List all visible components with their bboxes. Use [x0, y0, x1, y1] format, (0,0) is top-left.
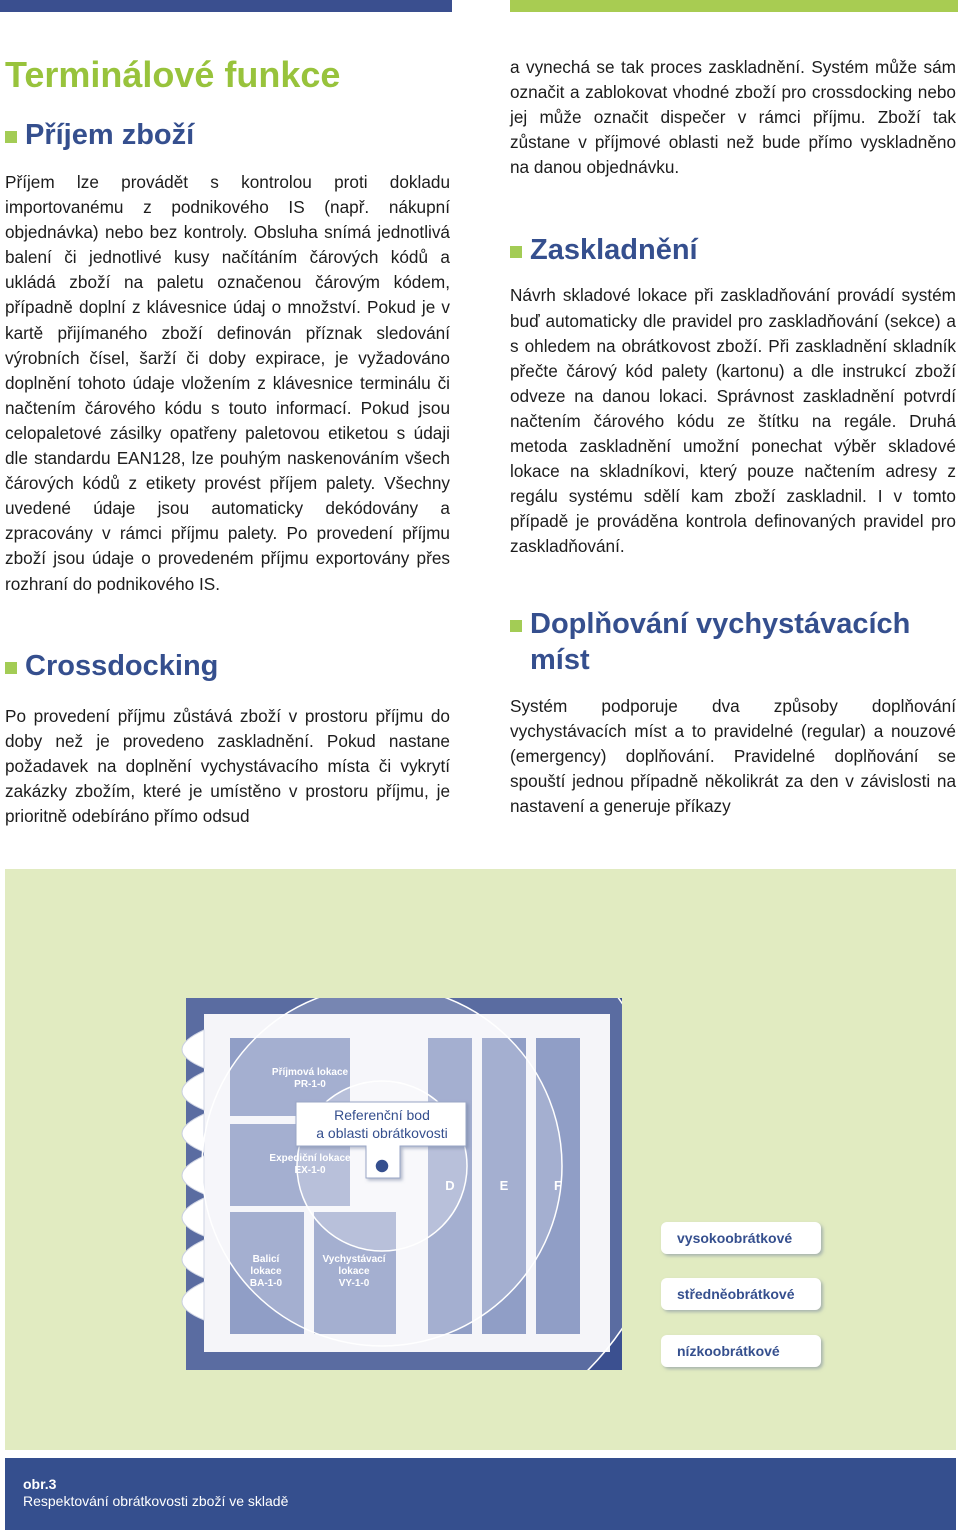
label-prijmova-2: PR-1-0 — [294, 1079, 326, 1090]
page-title: Terminálové funkce — [5, 54, 341, 95]
label-rack-f: F — [554, 1178, 562, 1193]
body-crossdocking-right: a vynechá se tak proces zaskladnění. Systém může sám označit a zablokovat vhodné zboží pro crossdocking nebo jej může označit dispečer v rámci příjmu. Zboží tak zůstane v příjmové oblasti než bude přímo vyskladněno na danou objednávku. — [510, 57, 956, 178]
label-vychystavaci-3: VY-1-0 — [338, 1278, 370, 1289]
body-doplnovani: Systém podporuje dva způsoby doplňování vychystávacích míst a to pravidelné (regular) a nouzové (emergency) doplňování. Pravidelné doplňování se spouští jednou případně několikrát za den v závislosti na nastavení a generuje příkazy — [510, 695, 956, 816]
label-vychystavaci-2: lokace — [338, 1266, 370, 1277]
caption-number: obr.3 — [23, 1476, 57, 1492]
label-balici-1: Balicí — [252, 1254, 280, 1265]
label-expedicni-2: EX-1-0 — [294, 1165, 326, 1176]
label-balici-2: lokace — [250, 1266, 282, 1277]
label-rack-d: D — [445, 1178, 455, 1193]
heading-zaskladneni: Zaskladnění — [510, 232, 956, 268]
reference-point — [375, 1159, 389, 1173]
caption-text: Respektování obrátkovosti zboží ve skladě — [23, 1493, 289, 1509]
reference-label-1: Referenční bod — [334, 1107, 430, 1123]
reference-label-2: a oblasti obrátkovosti — [316, 1125, 448, 1141]
label-prijmova-1: Příjmová lokace — [271, 1067, 349, 1078]
legend-low: nízkoobrátkové — [677, 1343, 780, 1359]
body-crossdocking-left: Po provedení příjmu zůstává zboží v prostoru příjmu do doby než je provedeno zaskladnění. Pokud nastane požadavek na doplnění vychystávacího místa či vykrytí zakázky zbožím, které je umístěno v prostoru příjmu, je prioritně odebíráno přímo odsud — [5, 705, 450, 826]
legend — [661, 1222, 821, 1367]
body-zaskladneni: Návrh skladové lokace při zaskladňování provádí systém buď automaticky dle pravidel pro zaskladňování (sekce) a s ohledem na obrátkovost zboží. Při zaskladnění skladník přečte čárový kód palety (kartonu) a dle instrukcí zboží odveze na danou lokaci. Správnost zaskladnění potvrdí načtením čárového kódu ze štítku na regále. Druhá metoda zaskladnění umožní ponechat výběr skladové lokace na skladníkovi, který pouze načtením adresy z regálu systému sdělí kam zboží zaskladnil. I v tomto případě je prováděna kontrola definovaných pravidel pro zaskladňování. — [510, 285, 956, 557]
label-vychystavaci-1: Vychystávací — [322, 1254, 386, 1265]
heading-prijem: Příjem zboží — [5, 117, 450, 153]
heading-crossdocking: Crossdocking — [5, 648, 450, 684]
label-balici-3: BA-1-0 — [249, 1278, 283, 1289]
heading-doplnovani: Doplňování vychystávacích míst — [510, 606, 956, 678]
label-expedicni-1: Expediční lokace — [269, 1153, 351, 1164]
body-prijem: Příjem lze provádět s kontrolou proti dokladu importovanému z podnikového IS (např. nákupní objednávka) nebo bez kontroly. Obsluha snímá jednotlivá balení či jednotlivé kusy načítáním čárových kódů a ukládá zboží na paletu označenou čárovým kódem, případně doplní z klávesnice údaj o množství. Pokud je v kartě přijímaného zboží definován příznak sledování výrobních čísel, šarží či doby expirace, je vyžadováno doplnění tohoto údaje vložením z klávesnice terminálu či načtením čárového kódu s touto informací. Pokud jsou celopaletové zásilky opatřeny paletovou etiketou s údaji dle standardu EAN128, lze pouhým naskenováním všech čárových kódů z etikety provést příjem palety. Všechny uvedené údaje jsou automaticky dekódovány a zpracovány v rámci příjmu palety. Po provedení příjmu zboží jsou údaje o provedeném příjmu exportovány přes rozhraní do podnikového IS. — [5, 172, 450, 594]
caption-bar — [5, 1458, 956, 1530]
label-rack-e: E — [499, 1178, 509, 1193]
legend-high: vysokoobrátkové — [677, 1230, 793, 1246]
legend-mid: středněobrátkové — [677, 1286, 795, 1302]
